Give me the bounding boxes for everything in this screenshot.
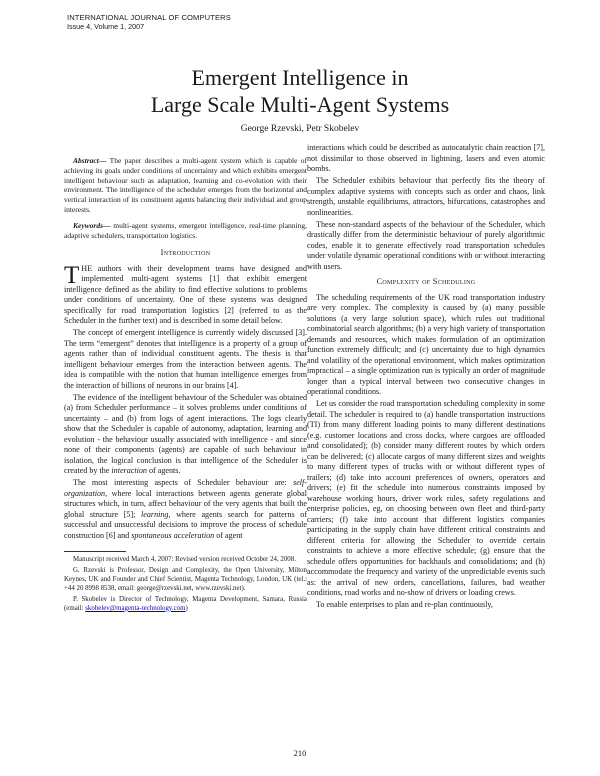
abstract-label: Abstract xyxy=(73,156,99,165)
right-paragraph-3: The scheduling requirements of the UK road transportation industry are very complex. The complexity is caused by (a) many possible solutions (a very large solution space), which rules out traditional combinatorial search algorithms; (b) a very high variety of transportation demands and resources, which makes formulation of an optimization function extremely difficult; and (c) uncertainty due to high dynamics and volatility of the operational environment, which makes optimization impractical – a single optimization run is typically an order of magnitude longer than a typical interval between two consecutive changes in operational conditions. xyxy=(307,292,545,396)
abstract-text: The paper describes a multi-agent system which is capable of achieving its goals under conditions of uncertainty and which exhibits emergent intelligent behaviour such as adaptation, learning and co-evolution with their environment. The intelligence of the scheduler emerges from the horizontal and vertical interaction of its constituent agents balancing their individual and group interests. xyxy=(64,156,308,214)
abstract xyxy=(64,156,307,215)
intro-p3-emphasis: interaction xyxy=(111,466,147,476)
intro-p1-text: HE authors with their development teams have designed and implemented multi-agent systems [1] that exhibit emergent intelligence defined as the ability to find effective solutions to problems under conditions of uncertainty. One of these systems was designed specifically for road transportation logistics [2] (referred to as the Scheduler in the further text) and is described in some detail below. xyxy=(64,263,307,326)
intro-p3-text-b: of agents. xyxy=(146,466,181,476)
footnote-skobelev-end: ) xyxy=(185,604,188,612)
intro-p4-emphasis-1: self-organization xyxy=(64,478,307,498)
intro-p4-emphasis-3: spontaneous acceleration xyxy=(131,530,215,540)
footnote-rzevski: G. Rzevski is Professor, Design and Complexity, the Open University, Milton Keynes, UK and Founder and Chief Scientist, Magenta Technology, London, UK (tel.: +44 20 8998 8538, email: george@rzevski.net, www.rzevski.net). xyxy=(64,567,307,593)
journal-name: INTERNATIONAL JOURNAL OF COMPUTERS xyxy=(67,13,231,22)
introduction-heading: Introduction xyxy=(160,248,211,258)
footnote-skobelev-text: P. Skobelev is Director of Technology, Magenta Development, Samara, Russia (email: xyxy=(64,596,307,612)
abstract-dash: — xyxy=(98,156,110,165)
right-paragraph-1: The Scheduler exhibits behaviour that perfectly fits the theory of complex adaptive systems with concepts such as order and chaos, link strength, unstable equilibriums, attractors, bifurcations, catastrophes and nonlinearities. xyxy=(307,176,545,217)
keywords-dash: — xyxy=(103,220,114,230)
continued-paragraph: interactions which could be described as autocatalytic chain reaction [7], not dissimilar to those observed in lightning, lasers and even atomic bombs. xyxy=(307,143,545,173)
intro-paragraph-4 xyxy=(64,478,307,541)
intro-p3-text-a: The evidence of the intelligent behaviour of the Scheduler was obtained (a) from Scheduler performance – it solves problems under conditions of uncertainty – and (b) from logs of agent interactions. The logs clearly show that the Scheduler is capable of autonomy, adaptation, learning and evolution - the behaviour usually associated with intelligence - and since none of their components (agents) are capable of such behaviour in isolation, the logical conclusion is that intelligence of the Scheduler is created by the xyxy=(64,392,307,476)
right-column xyxy=(307,143,545,612)
footnote-manuscript: Manuscript received March 4, 2007: Revised version received October 24, 2008. xyxy=(73,556,296,564)
right-paragraph-2: These non-standard aspects of the behaviour of the Scheduler, which drastically differ from the deterministic behaviour of purely algorithmic codes, enable it to generate effectively road transportation schedules under volatile dynamic operational conditions with or without interacting with users. xyxy=(307,219,545,271)
intro-paragraph-1 xyxy=(64,261,307,327)
intro-p4-text-b: , where local interactions between agents generate global structures which, in turn, affect behaviour of the very agents that built the global structure [5]; xyxy=(64,488,307,519)
right-paragraph-5: To enable enterprises to plan and re-plan continuously, xyxy=(316,600,493,609)
page-number: 210 xyxy=(293,748,307,758)
email-link[interactable]: skobelev@magenta-technology.com xyxy=(85,604,186,612)
authors: George Rzevski, Petr Skobelev xyxy=(240,124,360,134)
keywords-label: Keywords xyxy=(73,220,103,230)
keywords xyxy=(64,221,307,241)
drop-cap: T xyxy=(64,261,80,289)
paper-title xyxy=(0,64,600,118)
title-line-1: Emergent Intelligence in xyxy=(191,65,409,90)
intro-p4-emphasis-2: learning xyxy=(141,509,169,519)
keywords-text: multi-agent systems, emergent intelligence, real-time planning, adaptive schedulers, transportation logistics. xyxy=(64,220,308,240)
intro-paragraph-3 xyxy=(64,393,307,477)
intro-p4-text-a: The most interesting aspects of Scheduler behaviour are: xyxy=(73,478,294,488)
footnote-skobelev xyxy=(64,596,307,614)
complexity-heading: Complexity of Scheduling xyxy=(376,277,476,286)
intro-paragraph-2: The concept of emergent intelligence is currently widely discussed [3]. The term “emergent” denotes that intelligence is a property of a group of agents rather than of individual constituent agents. The thesis is that intelligent behaviour emerges from the interaction between agents. The idea is compatible with the notion that human intelligence emerges from the interaction of billions of neurons in our brains [4]. xyxy=(64,328,307,390)
left-column xyxy=(64,156,307,616)
footnote-rule xyxy=(64,551,126,552)
intro-p4-text-d: of agent xyxy=(214,530,243,540)
intro-p4-text-c: , where agents search for patterns of successful and unsuccessful decisions to improve the process of schedule construction [6] and xyxy=(64,509,307,540)
journal-header xyxy=(67,14,231,31)
title-line-2: Large Scale Multi-Agent Systems xyxy=(150,92,450,117)
right-paragraph-4: Let us consider the road transportation scheduling complexity in some detail. The scheduler is required to (a) handle transportation instructions (TI) from many different loading points to many different destinations (e.g. customer locations and cross docks, where cargoes are offloaded and consolidated); (b) consider many different routes by which orders can be delivered; (c) allocate cargos of many different sizes and weights to many different types of trucks with or without different types of trailers; (d) take into account preferences of owners, operators and drivers; (e) fit the schedule into numerous constraints imposed by warehouse working hours, driver work rules, safety regulations and enterprise policies, eg, on choosing between own fleet and third-party carriers; (f) take into account that different logistics companies participating in the supply chain have different critical constraints and different criteria for allowing the Scheduler to override certain constraints to achieve a more effective schedule; (g) ensure that the schedule offers opportunities for backhauls and consolidations; and (h) accommodate the frequency and variety of the unpredictable events such as: the arrival of new orders, cancellations, failures, bad weather conditions, road works and no-show of drivers or loading crews. xyxy=(307,399,545,597)
issue-line: Issue 4, Volume 1, 2007 xyxy=(67,21,145,31)
